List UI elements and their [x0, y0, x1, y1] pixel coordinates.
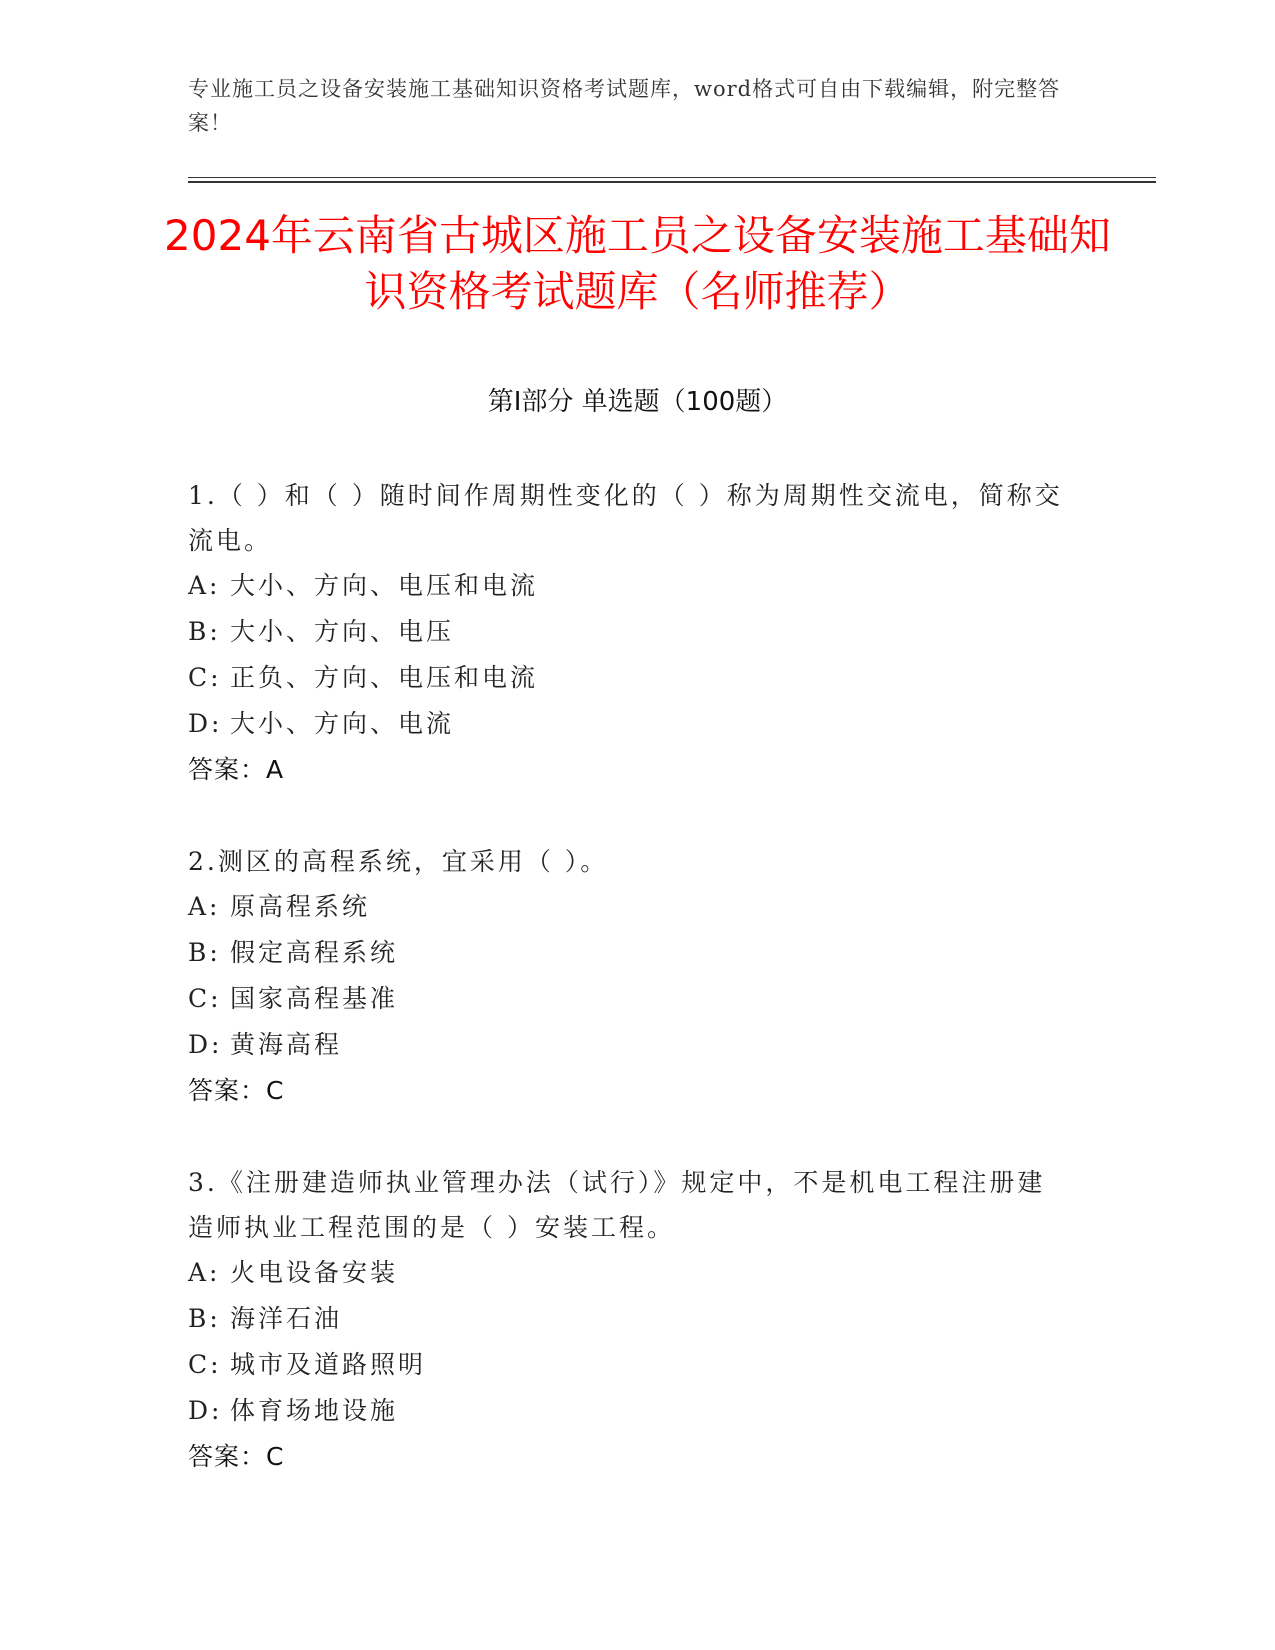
option-text: 大小、方向、电压和电流: [230, 571, 539, 600]
header-divider-thick: [188, 181, 1156, 183]
option-c: [188, 976, 1068, 1022]
option-text: 黄海高程: [230, 1030, 343, 1059]
option-a: [188, 1250, 1068, 1296]
option-text: 体育场地设施: [230, 1396, 399, 1425]
question-stem: 3.《注册建造师执业管理办法（试行）》规定中，不是机电工程注册建造师执业工程范围的是（ ）安装工程。: [188, 1168, 1046, 1242]
option-a: [188, 563, 1068, 609]
option-letter: D:: [188, 1030, 223, 1059]
answer: 答案：C: [188, 1076, 285, 1105]
header-note: 专业施工员之设备安装施工基础知识资格考试题库，word格式可自由下载编辑，附完整答案！: [188, 77, 1061, 135]
option-letter: D:: [188, 1396, 223, 1425]
question-3: [188, 1160, 1068, 1480]
option-text: 火电设备安装: [230, 1258, 399, 1287]
option-letter: A:: [188, 1258, 221, 1287]
option-letter: B:: [188, 938, 221, 967]
option-letter: C:: [188, 663, 222, 692]
option-c: [188, 655, 1068, 701]
option-b: [188, 609, 1068, 655]
question-2: [188, 839, 1068, 1114]
option-b: [188, 930, 1068, 976]
option-letter: A:: [188, 571, 221, 600]
option-text: 海洋石油: [230, 1304, 343, 1333]
option-letter: B:: [188, 1304, 221, 1333]
option-text: 正负、方向、电压和电流: [230, 663, 539, 692]
header-divider-thin: [188, 177, 1156, 178]
option-letter: D:: [188, 709, 223, 738]
option-letter: C:: [188, 984, 222, 1013]
option-text: 假定高程系统: [230, 938, 399, 967]
option-c: [188, 1342, 1068, 1388]
option-d: [188, 1022, 1068, 1068]
option-text: 大小、方向、电压: [230, 617, 455, 646]
option-letter: A:: [188, 892, 221, 921]
option-text: 国家高程基准: [230, 984, 399, 1013]
option-letter: C:: [188, 1350, 222, 1379]
option-text: 原高程系统: [230, 892, 371, 921]
document-title: 2024年云南省古城区施工员之设备安装施工基础知识资格考试题库（名师推荐）: [164, 211, 1111, 316]
section-heading: 第Ⅰ部分 单选题（100题）: [487, 387, 788, 417]
question-stem: 1.（ ）和（ ）随时间作周期性变化的（ ）称为周期性交流电，简称交流电。: [188, 481, 1063, 555]
option-text: 大小、方向、电流: [230, 709, 455, 738]
question-1: [188, 473, 1068, 793]
option-b: [188, 1296, 1068, 1342]
option-a: [188, 884, 1068, 930]
option-text: 城市及道路照明: [230, 1350, 427, 1379]
question-stem: 2.测区的高程系统，宜采用（ ）。: [188, 847, 609, 876]
option-d: [188, 1388, 1068, 1434]
option-d: [188, 701, 1068, 747]
option-letter: B:: [188, 617, 221, 646]
question-list: [188, 473, 1068, 1526]
answer: 答案：C: [188, 1442, 285, 1471]
answer: 答案：A: [188, 755, 285, 784]
